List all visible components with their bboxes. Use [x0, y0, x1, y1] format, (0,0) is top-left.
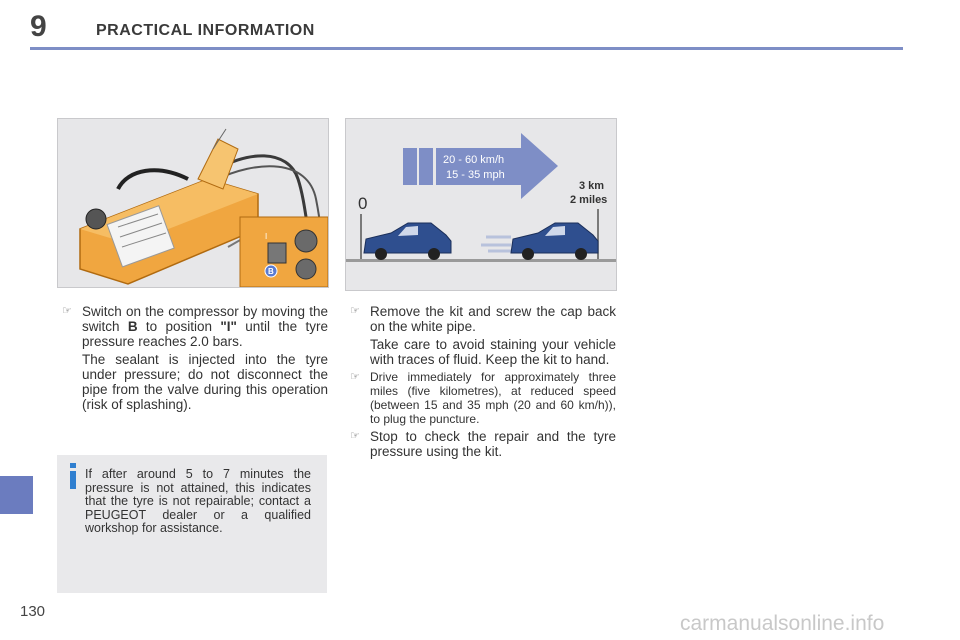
- watermark: carmanualsonline.info: [680, 612, 885, 635]
- step3-text: Drive immediately for approximately three miles (five kilometres), at reduced speed (between 15 and 35 mph (20 and 60 km/h)), to plug the puncture.: [370, 370, 616, 426]
- info-icon: [65, 463, 81, 489]
- driving-distance-drawing: [346, 119, 616, 290]
- speed-kmh-label: 20 - 60 km/h: [443, 154, 505, 166]
- page-title: PRACTICAL INFORMATION: [96, 22, 315, 39]
- step-switch-on-compressor: [60, 304, 328, 349]
- pointer-bullet-icon: ☞: [350, 371, 360, 383]
- step1-text-mid: to position: [137, 319, 221, 334]
- compressor-kit-illustration: [57, 118, 329, 288]
- step4-text: Stop to check the repair and the tyre pressure using the kit.: [370, 429, 616, 459]
- switch-b-ref: B: [127, 319, 138, 334]
- left-column-instructions: [60, 304, 328, 415]
- chapter-side-tab: [0, 476, 33, 514]
- switch-b-label: B: [268, 267, 274, 276]
- step1-text-end: until the tyre pressure reaches 2.0 bars.: [82, 319, 328, 349]
- svg-text:I: I: [265, 232, 268, 241]
- page-number: 130: [20, 603, 46, 620]
- pointer-bullet-icon: ☞: [350, 430, 360, 442]
- driving-distance-illustration: [345, 118, 617, 291]
- staining-note: Take care to avoid staining your vehicle with traces of fluid. Keep the kit to hand.: [370, 337, 616, 367]
- info-text: If after around 5 to 7 minutes the pressure is not attained, this indicates that the tyre is not repairable; contact a PEUGEOT dealer or a qualified workshop for assistance.: [85, 467, 311, 535]
- compressor-kit-drawing: [58, 119, 328, 287]
- right-column-instructions: [348, 304, 616, 462]
- chapter-number: 9: [30, 10, 47, 43]
- sealant-note: The sealant is injected into the tyre under pressure; do not disconnect the pipe from the valve during this operation (risk of splashing).: [82, 352, 328, 412]
- step2-text: Remove the kit and screw the cap back on the white pipe.: [370, 304, 616, 334]
- header-divider: [30, 47, 903, 50]
- speed-mph-label: 15 - 35 mph: [446, 169, 505, 181]
- step1-text: Switch on the compressor by moving the switch: [82, 304, 328, 334]
- position-i-ref: "I": [220, 319, 237, 334]
- pointer-bullet-icon: ☞: [62, 305, 72, 317]
- step-stop-check: [348, 429, 616, 459]
- info-box: [57, 455, 327, 593]
- distance-km-label: 3 km: [579, 180, 605, 192]
- start-label: 0: [358, 194, 368, 213]
- step-drive: [348, 370, 616, 426]
- step-remove-kit: [348, 304, 616, 334]
- pointer-bullet-icon: ☞: [350, 305, 360, 317]
- distance-miles-label: 2 miles: [570, 194, 608, 206]
